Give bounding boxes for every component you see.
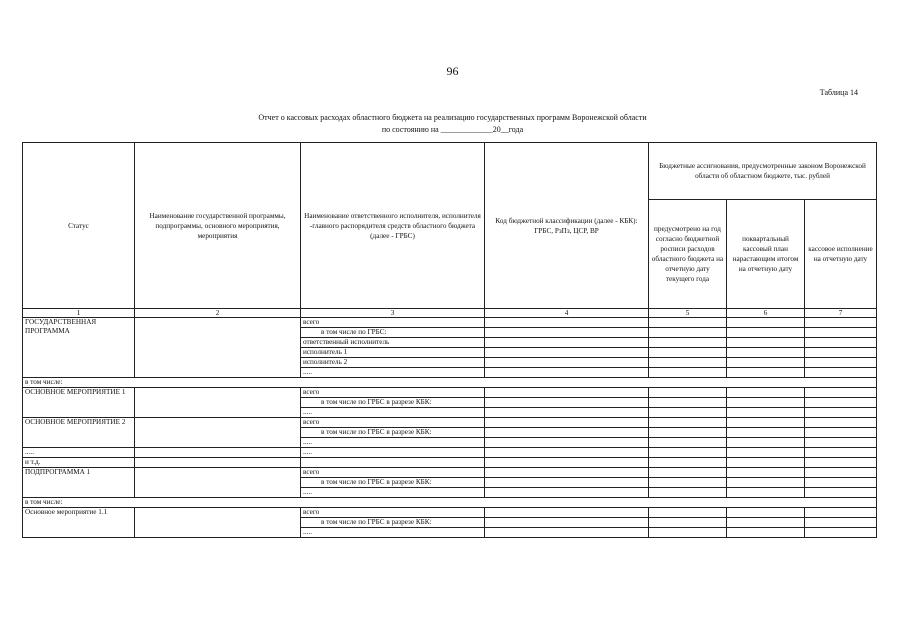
report-title xyxy=(0,112,905,136)
row-by-grbs-kbk: в том числе по ГРБС в разрезе КБК: xyxy=(301,518,485,528)
section-including: в том числе: xyxy=(23,378,877,388)
row-total: всего xyxy=(301,418,485,428)
status-etc: и т.д. xyxy=(23,458,135,468)
column-number: 1 xyxy=(23,309,135,318)
title-line-1: Отчет о кассовых расходах областного бюджета на реализацию государственных программ Воронежской области xyxy=(258,113,647,122)
table-label: Таблица 14 xyxy=(819,88,858,97)
status-main-event-2: ОСНОВНОЕ МЕРОПРИЯТИЕ 2 xyxy=(23,418,135,448)
status-subprogram-1: ПОДПРОГРАММА 1 xyxy=(23,468,135,498)
row-by-grbs-kbk: в том числе по ГРБС в разрезе КБК: xyxy=(301,398,485,408)
header-quarterly: поквартальный кассовый план нарастающим итогом на отчетную дату xyxy=(727,200,805,309)
row-by-grbs-kbk: в том числе по ГРБС в разрезе КБК: xyxy=(301,478,485,488)
page-number: 96 xyxy=(446,64,459,78)
row-total: всего xyxy=(301,508,485,518)
row-responsible-executor: ответственный исполнитель xyxy=(301,338,485,348)
header-status: Статус xyxy=(23,143,135,309)
title-line-2: по состоянию на _____________20__года xyxy=(381,125,524,134)
row-total: всего xyxy=(301,468,485,478)
name-cell xyxy=(135,508,301,538)
header-planned: предусмотрено на год согласно бюджетной росписи расходов областного бюджета на отчетную дату текущего года xyxy=(649,200,727,309)
name-cell xyxy=(135,418,301,448)
status-main-event-1-1: Основное мероприятие 1.1 xyxy=(23,508,135,538)
row-total: всего xyxy=(301,388,485,398)
row-ellipsis: ..... xyxy=(301,368,485,378)
row-total: всего xyxy=(301,318,485,328)
row-executor-1: исполнитель 1 xyxy=(301,348,485,358)
header-code: Код бюджетной классификации (далее - КБК): ГРБС, РзПз, ЦСР, ВР xyxy=(485,143,649,309)
row-by-grbs: в том числе по ГРБС: xyxy=(301,328,485,338)
header-executor: Наименование ответственного исполнителя, исполнителя -главного распорядителя средств областного бюджета (далее - ГРБС) xyxy=(301,143,485,309)
column-numbers-row xyxy=(23,309,877,318)
column-number: 3 xyxy=(301,309,485,318)
row-ellipsis: ..... xyxy=(301,488,485,498)
row-ellipsis: ..... xyxy=(301,408,485,418)
column-number: 7 xyxy=(805,309,877,318)
header-name: Наименование государственной программы, подпрограммы, основного мероприятия, мероприятия xyxy=(135,143,301,309)
report-table xyxy=(22,142,877,538)
column-number: 4 xyxy=(485,309,649,318)
row-ellipsis: ..... xyxy=(301,438,485,448)
row-by-grbs-kbk: в том числе по ГРБС в разрезе КБК: xyxy=(301,428,485,438)
name-cell xyxy=(135,468,301,498)
name-cell xyxy=(135,388,301,418)
status-main-event-1: ОСНОВНОЕ МЕРОПРИЯТИЕ 1 xyxy=(23,388,135,418)
column-number: 6 xyxy=(727,309,805,318)
column-number: 2 xyxy=(135,309,301,318)
row-ellipsis: ..... xyxy=(301,448,485,458)
name-cell xyxy=(135,318,301,378)
row-ellipsis: ..... xyxy=(301,528,485,538)
section-including: в том числе: xyxy=(23,498,877,508)
status-state-program: ГОСУДАРСТВЕННАЯ ПРОГРАММА xyxy=(23,318,135,378)
row-executor-2: исполнитель 2 xyxy=(301,358,485,368)
column-number: 5 xyxy=(649,309,727,318)
header-assignments: Бюджетные ассигнования, предусмотренные законом Воронежской области об областном бюджете, тыс. рублей xyxy=(649,143,877,200)
status-ellipsis: ..... xyxy=(23,448,135,458)
header-actual: кассовое исполнение на отчетную дату xyxy=(805,200,877,309)
